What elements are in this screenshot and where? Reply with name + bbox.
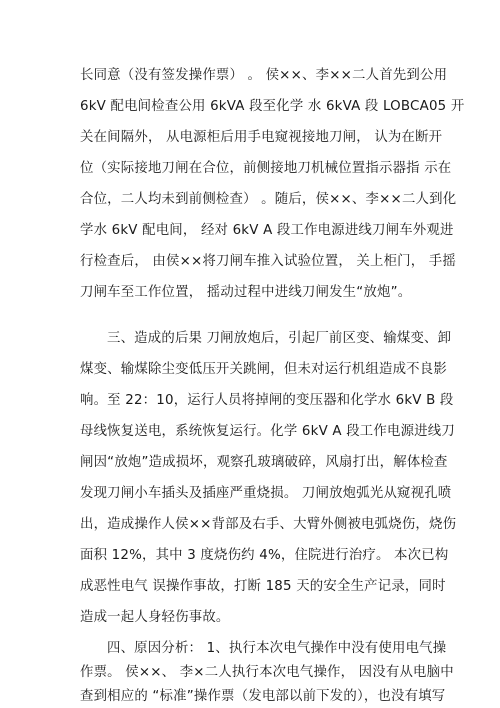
paragraph-1-line-7: 行检查后， 由侯××将刀闸车推入试验位置， 关上柜门， 手摇	[80, 254, 456, 269]
paragraph-2-line-2: 煤变、输煤除尘变低压开关跳闸，但未对运行机组造成不良影	[80, 362, 447, 377]
paragraph-1-line-6: 学水 6kV 配电间， 经对 6kV A 段工作电源进线刀闸车外观进	[80, 223, 454, 238]
paragraph-2-line-7: 出，造成操作人侯××背部及右手、大臂外侧被电弧烧伤，烧伤	[80, 517, 457, 532]
paragraph-1-line-4: 位（实际接地刀闸在合位，前侧接地刀机械位置指示器指 示在	[80, 161, 452, 176]
paragraph-1-line-8: 刀闸车至工作位置， 摇动过程中进线刀闸发生“放炮”。	[80, 285, 412, 300]
paragraph-2-line-4: 母线恢复送电，系统恢复运行。化学 6kV A 段工作电源进线刀	[80, 424, 455, 439]
paragraph-2-line-3: 响。至 22：10，运行人员将掉闸的变压器和化学水 6kV B 段	[80, 393, 454, 408]
paragraph-1-line-2: 6kV 配电间检查公用 6kVA 段至化学 水 6kVA 段 LOBCA05 开	[80, 99, 465, 114]
paragraph-2-line-6: 发现刀闸小车插头及插座严重烧损。 刀闸放炮弧光从窥视孔喷	[80, 486, 452, 501]
paragraph-3-line-3: 查到相应的 “标准”操作票（发电部以前下发的），也没有填写	[80, 689, 446, 704]
paragraph-1-line-5: 合位，二人均未到前侧检查） 。随后，侯××、李××二人到化	[80, 192, 457, 207]
paragraph-3-line-1: 四、原因分析： 1、执行本次电气操作中没有使用电气操	[107, 641, 447, 656]
paragraph-2-line-10: 造成一起人身轻伤事故。	[80, 610, 230, 625]
paragraph-3-line-2: 作票。 侯××、 李×二人执行本次电气操作， 因没有从电脑中	[80, 665, 454, 680]
paragraph-1-line-1: 长同意（没有签发操作票） 。 侯××、李××二人首先到公用	[80, 68, 448, 83]
paragraph-2-line-5: 闸因“放炮”造成损坏，观察孔玻璃破碎，风扇打出，解体检查	[80, 455, 448, 470]
paragraph-2-line-1: 三、造成的后果 刀闸放炮后，引起厂前区变、输煤变、卸	[107, 331, 452, 346]
paragraph-1-line-3: 关在间隔外， 从电源柜后用手电窥视接地刀闸， 认为在断开	[80, 130, 443, 145]
paragraph-2-line-9: 成恶性电气 误操作事故，打断 185 天的安全生产记录，同时	[80, 579, 446, 594]
paragraph-2-line-8: 面积 12%，其中 3 度烧伤约 4%，住院进行治疗。 本次已构	[80, 548, 449, 563]
